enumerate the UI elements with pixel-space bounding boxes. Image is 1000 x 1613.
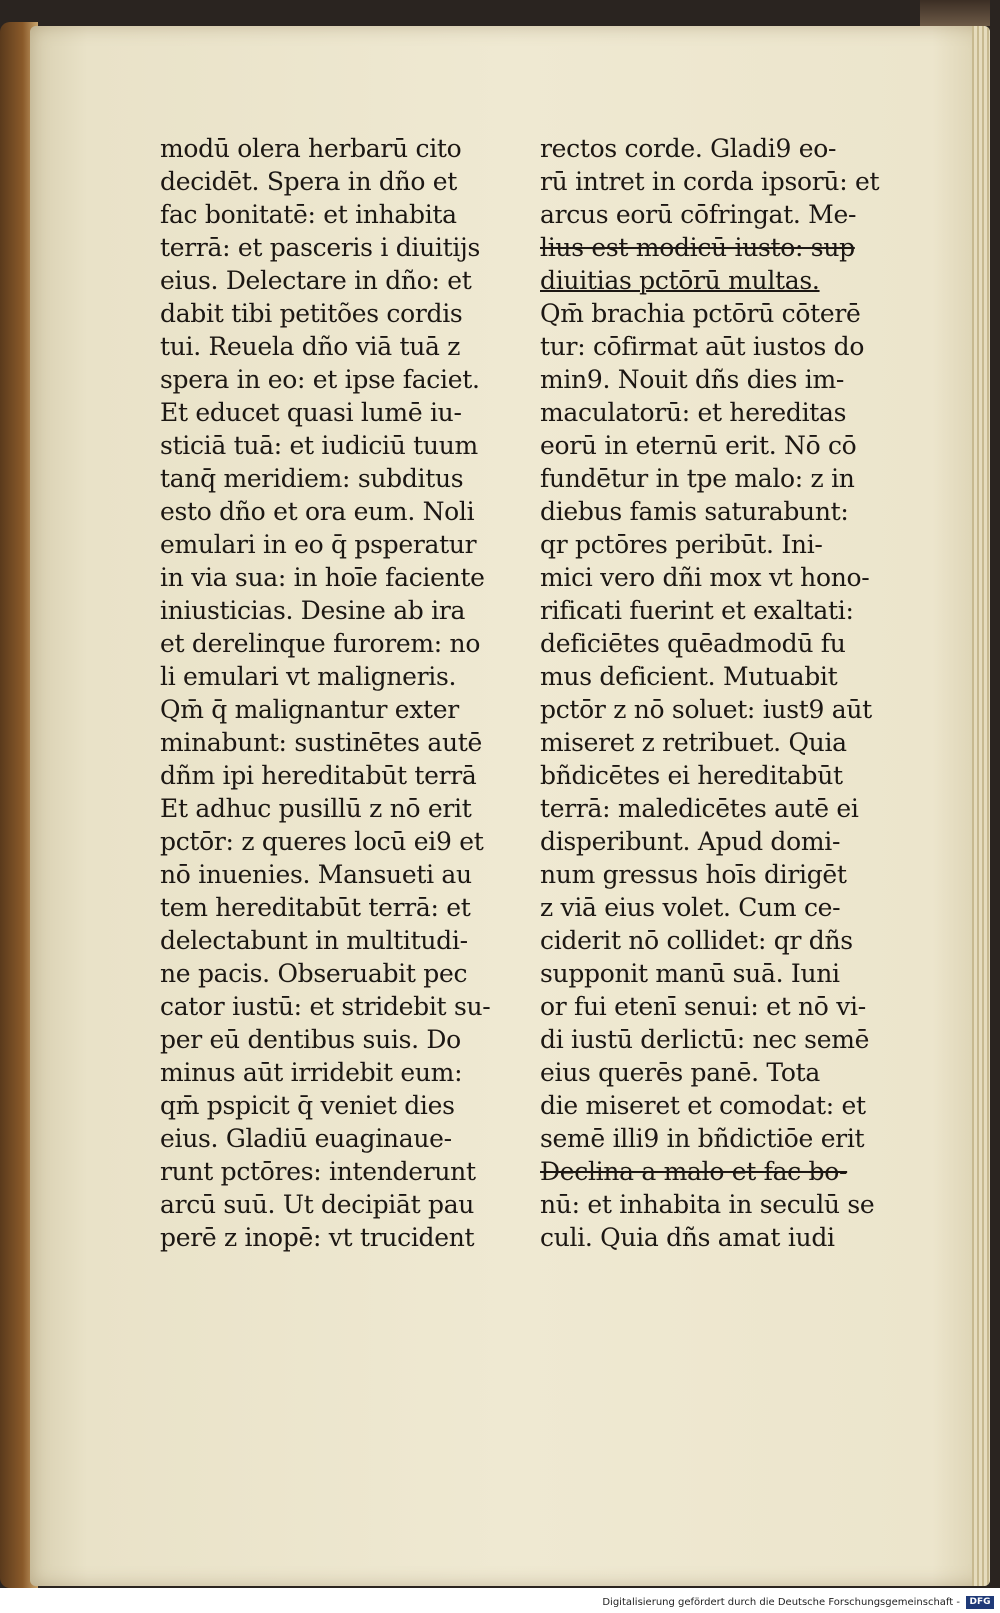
text-line: maculatorū: et hereditas (540, 398, 847, 427)
text-line: miseret z retribuet. Quia (540, 728, 847, 757)
text-line: terrā: maledicētes autē ei (540, 794, 859, 823)
text-line: mus deficient. Mutuabit (540, 662, 838, 691)
text-line: runt pctōres: intenderunt (160, 1157, 476, 1186)
text-line: die miseret et comodat: et (540, 1091, 866, 1120)
text-line: rectos corde. Gladi9 eo- (540, 134, 837, 163)
text-line: Et adhuc pusillū z nō erit (160, 794, 472, 823)
page-corner (920, 0, 990, 26)
digitization-footer (0, 1592, 1000, 1613)
text-line: dabit tibi petitões cordis (160, 299, 463, 328)
text-line: Et educet quasi lumē iu- (160, 398, 462, 427)
text-line: qm̄ pspicit q̄ veniet dies (160, 1091, 455, 1120)
text-line: lius est modicū iusto: sup (540, 233, 855, 262)
text-line: rificati fuerint et exaltati: (540, 596, 854, 625)
text-line: bñdicētes ei hereditabūt (540, 761, 843, 790)
text-line: arcus eorū cōfringat. Me- (540, 200, 857, 229)
text-line: iniusticias. Desine ab ira (160, 596, 466, 625)
text-line: perē z inopē: vt trucident (160, 1223, 475, 1252)
text-line: dñm ipi hereditabūt terrā (160, 761, 477, 790)
text-line: eius querēs panē. Tota (540, 1058, 820, 1087)
text-line: emulari in eo q̄ psperatur (160, 530, 477, 559)
left-text-column (160, 132, 530, 1254)
text-line: min9. Nouit dñs dies im- (540, 365, 845, 394)
text-line: sticiā tuā: et iudiciū tuum (160, 431, 478, 460)
text-line: li emulari vt maligneris. (160, 662, 457, 691)
text-line: minus aūt irridebit eum: (160, 1058, 463, 1087)
text-line: ciderit nō collidet: qr dñs (540, 926, 853, 955)
text-line: culi. Quia dñs amat iudi (540, 1223, 835, 1252)
text-line: qr pctōres peribūt. Ini- (540, 530, 823, 559)
text-line: et derelinque furorem: no (160, 629, 481, 658)
text-line: pctōr: z queres locū ei9 et (160, 827, 484, 856)
right-text-column (540, 132, 910, 1254)
text-line: diebus famis saturabunt: (540, 497, 849, 526)
text-line: ne pacis. Obseruabit pec (160, 959, 468, 988)
text-line: nū: et inhabita in seculū se (540, 1190, 875, 1219)
text-line: tem hereditabūt terrā: et (160, 893, 471, 922)
text-line: or fui etenī senui: et nō vi- (540, 992, 866, 1021)
text-line: fundētur in tpe malo: z in (540, 464, 855, 493)
text-line: cator iustū: et stridebit su- (160, 992, 491, 1021)
text-line: decidēt. Spera in dño et (160, 167, 458, 196)
text-line: tur: cōfirmat aūt iustos do (540, 332, 865, 361)
text-line: in via sua: in hoīe faciente (160, 563, 485, 592)
text-line: nō inuenies. Mansueti au (160, 860, 472, 889)
text-line: tanq̄ meridiem: subditus (160, 464, 464, 493)
text-line: modū olera herbarū cito (160, 134, 462, 163)
text-line: supponit manū suā. Iuni (540, 959, 840, 988)
text-line: spera in eo: et ipse faciet. (160, 365, 480, 394)
text-line: eius. Gladiū euaginaue- (160, 1124, 452, 1153)
text-line: fac bonitatē: et inhabita (160, 200, 457, 229)
text-line: eius. Delectare in dño: et (160, 266, 472, 295)
text-line: num gressus hoīs dirigēt (540, 860, 847, 889)
text-line: Qm̄ q̄ malignantur exter (160, 695, 459, 724)
text-line: disperibunt. Apud domi- (540, 827, 841, 856)
text-line: semē illi9 in bñdictiōe erit (540, 1124, 865, 1153)
dfg-logo: DFG (966, 1596, 994, 1609)
text-line: deficiētes quēadmodū fu (540, 629, 846, 658)
text-line: esto dño et ora eum. Noli (160, 497, 475, 526)
text-line: delectabunt in multitudi- (160, 926, 468, 955)
text-line: eorū in eternū erit. Nō cō (540, 431, 857, 460)
text-line: arcū suū. Ut decipiāt pau (160, 1190, 475, 1219)
text-line: minabunt: sustinētes autē (160, 728, 482, 757)
footer-text: Digitalisierung gefördert durch die Deutsche Forschungsgemeinschaft - (602, 1597, 960, 1608)
text-line: pctōr z nō soluet: iust9 aūt (540, 695, 872, 724)
text-line: di iustū derlictū: nec semē (540, 1025, 870, 1054)
text-line: rū intret in corda ipsorū: et (540, 167, 880, 196)
text-line: tui. Reuela dño viā tuā z (160, 332, 461, 361)
text-line: terrā: et pasceris i diuitijs (160, 233, 481, 262)
text-line: Declina a malo et fac bo- (540, 1157, 848, 1186)
text-line: z viā eius volet. Cum ce- (540, 893, 841, 922)
text-line: per eū dentibus suis. Do (160, 1025, 461, 1054)
text-line: diuitias pctōrū multas. (540, 266, 820, 295)
text-line: Qm̄ brachia pctōrū cōterē (540, 299, 861, 328)
page-fore-edge (972, 26, 990, 1586)
text-line: mici vero dñi mox vt hono- (540, 563, 870, 592)
